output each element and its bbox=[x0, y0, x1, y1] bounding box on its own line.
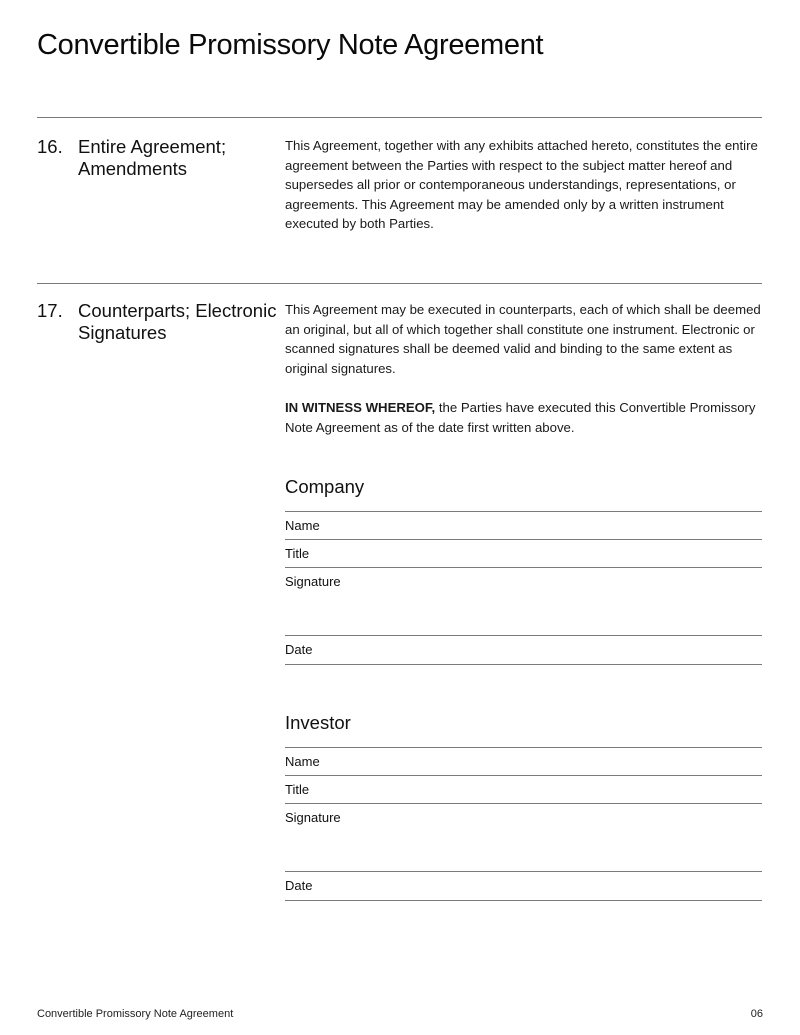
signature-field-name[interactable] bbox=[285, 747, 762, 775]
signature-field-name[interactable] bbox=[285, 511, 762, 539]
field-label: Signature bbox=[285, 810, 341, 825]
section-body bbox=[285, 300, 765, 437]
signature-field-date[interactable] bbox=[285, 635, 762, 665]
section-divider bbox=[37, 117, 762, 118]
signature-block-company bbox=[285, 476, 762, 665]
witness-text: the Parties have executed this Convertible Promissory Note Agreement as of the date first written above. bbox=[285, 399, 756, 435]
section-heading: Entire Agreement; Amendments bbox=[78, 136, 227, 179]
witness-lead: IN WITNESS WHEREOF, bbox=[285, 399, 436, 415]
section-paragraph: This Agreement may be executed in counterparts, each of which shall be deemed an original, but all of which together shall constitute one instrument. Electronic or scanned signatures shall be deemed valid and binding to the same extent as original signatures. bbox=[285, 302, 761, 376]
footer-page-number: 06 bbox=[750, 1008, 763, 1020]
signature-party-heading: Company bbox=[285, 476, 365, 497]
section-16 bbox=[37, 136, 762, 256]
field-label: Date bbox=[285, 642, 313, 657]
signature-field-title[interactable] bbox=[285, 539, 762, 567]
section-number: 16. bbox=[37, 136, 63, 157]
section-divider bbox=[37, 283, 762, 284]
section-paragraph: This Agreement, together with any exhibits attached hereto, constitutes the entire agreement between the Parties with respect to the subject matter hereof and supersedes all prior or contemporaneous understandings, representations, or agreements. This Agreement may be amended only by a written instrument executed by both Parties. bbox=[285, 138, 758, 232]
section-body bbox=[285, 136, 765, 234]
field-label: Signature bbox=[285, 574, 341, 589]
section-heading: Counterparts; Electronic Signatures bbox=[78, 300, 277, 343]
field-label: Name bbox=[285, 754, 320, 769]
signature-party-heading: Investor bbox=[285, 712, 351, 733]
page-title: Convertible Promissory Note Agreement bbox=[37, 29, 544, 61]
field-label: Title bbox=[285, 546, 310, 561]
signature-field-title[interactable] bbox=[285, 775, 762, 803]
footer-document-title: Convertible Promissory Note Agreement bbox=[37, 1008, 234, 1020]
signature-field-signature[interactable] bbox=[285, 567, 762, 635]
signature-field-date[interactable] bbox=[285, 871, 762, 901]
signature-field-signature[interactable] bbox=[285, 803, 762, 871]
field-label: Title bbox=[285, 782, 310, 797]
section-17 bbox=[37, 300, 762, 450]
signature-block-investor bbox=[285, 712, 762, 901]
witness-clause bbox=[285, 398, 765, 437]
field-label: Name bbox=[285, 518, 320, 533]
section-number: 17. bbox=[37, 300, 63, 321]
field-label: Date bbox=[285, 878, 313, 893]
